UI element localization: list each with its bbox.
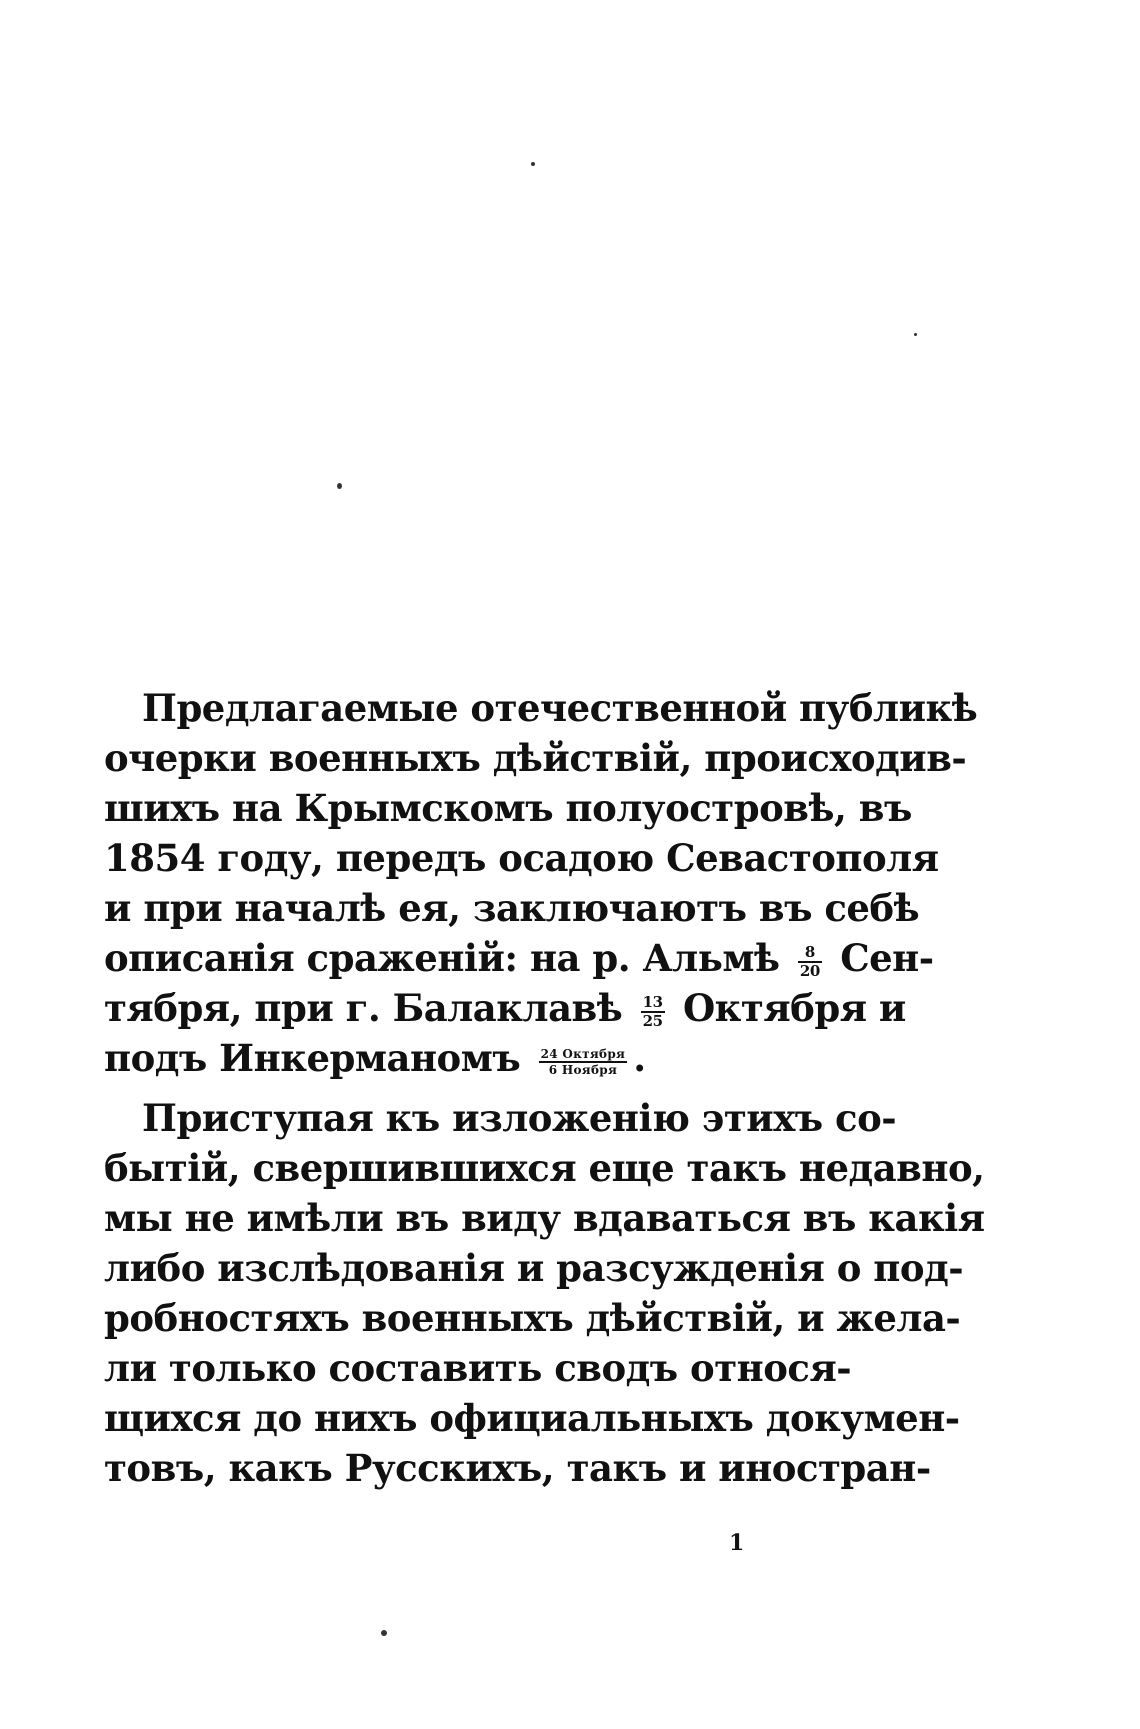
text-line [104,933,934,983]
scan-speck [531,162,535,166]
text-line: товъ, какъ Русскихъ, такъ и иностран- [104,1446,931,1490]
date-fraction [539,1048,628,1076]
date-fraction [798,942,822,980]
line-text: подъ Инкерманомъ [104,1036,521,1080]
scan-speck [914,333,917,336]
line-text: Октября и [682,986,906,1030]
text-line [104,1033,824,1083]
fraction-denominator: 25 [642,1011,663,1030]
line-text: описанія сраженій: на р. Альмѣ [104,936,780,980]
text-line: Приступая къ изложенію этихъ со- [142,1096,897,1140]
fraction-numerator: 24 Октября [540,1046,626,1061]
text-line: ли только составить сводъ относя- [104,1346,852,1390]
text-line: шихъ на Крымскомъ полуостровѣ, въ [104,786,912,830]
line-text: . [633,1036,646,1080]
text-line: мы не имѣли въ виду вдаваться въ какія [104,1196,985,1240]
page-number: 1 [729,1530,745,1556]
scan-speck [337,483,342,489]
text-line: 1854 году, передъ осадою Севастополя [104,836,939,880]
text-line: очерки военныхъ дѣйствій, происходив- [104,736,967,780]
fraction-denominator: 6 Ноября [548,1062,618,1077]
fraction-numerator: 13 [642,992,663,1011]
text-line: либо изслѣдованія и разсужденія о под- [104,1246,964,1290]
line-text: Сен- [840,936,934,980]
text-line: Предлагаемые отечественной публикѣ [142,686,978,730]
text-line [104,983,906,1033]
line-text: тября, при г. Балаклавѣ [104,986,623,1030]
date-fraction [641,992,665,1030]
text-line: щихся до нихъ официальныхъ докумен- [104,1396,960,1440]
text-line: робностяхъ военныхъ дѣйствій, и жела- [104,1296,961,1340]
text-line: бытій, свершившихся еще такъ недавно, [104,1146,985,1190]
body-text [104,683,985,1493]
fraction-numerator: 8 [798,945,822,963]
text-line: и при началѣ ея, заключаютъ въ себѣ [104,886,920,930]
fraction-denominator: 20 [799,961,820,980]
scan-speck [381,1630,387,1636]
